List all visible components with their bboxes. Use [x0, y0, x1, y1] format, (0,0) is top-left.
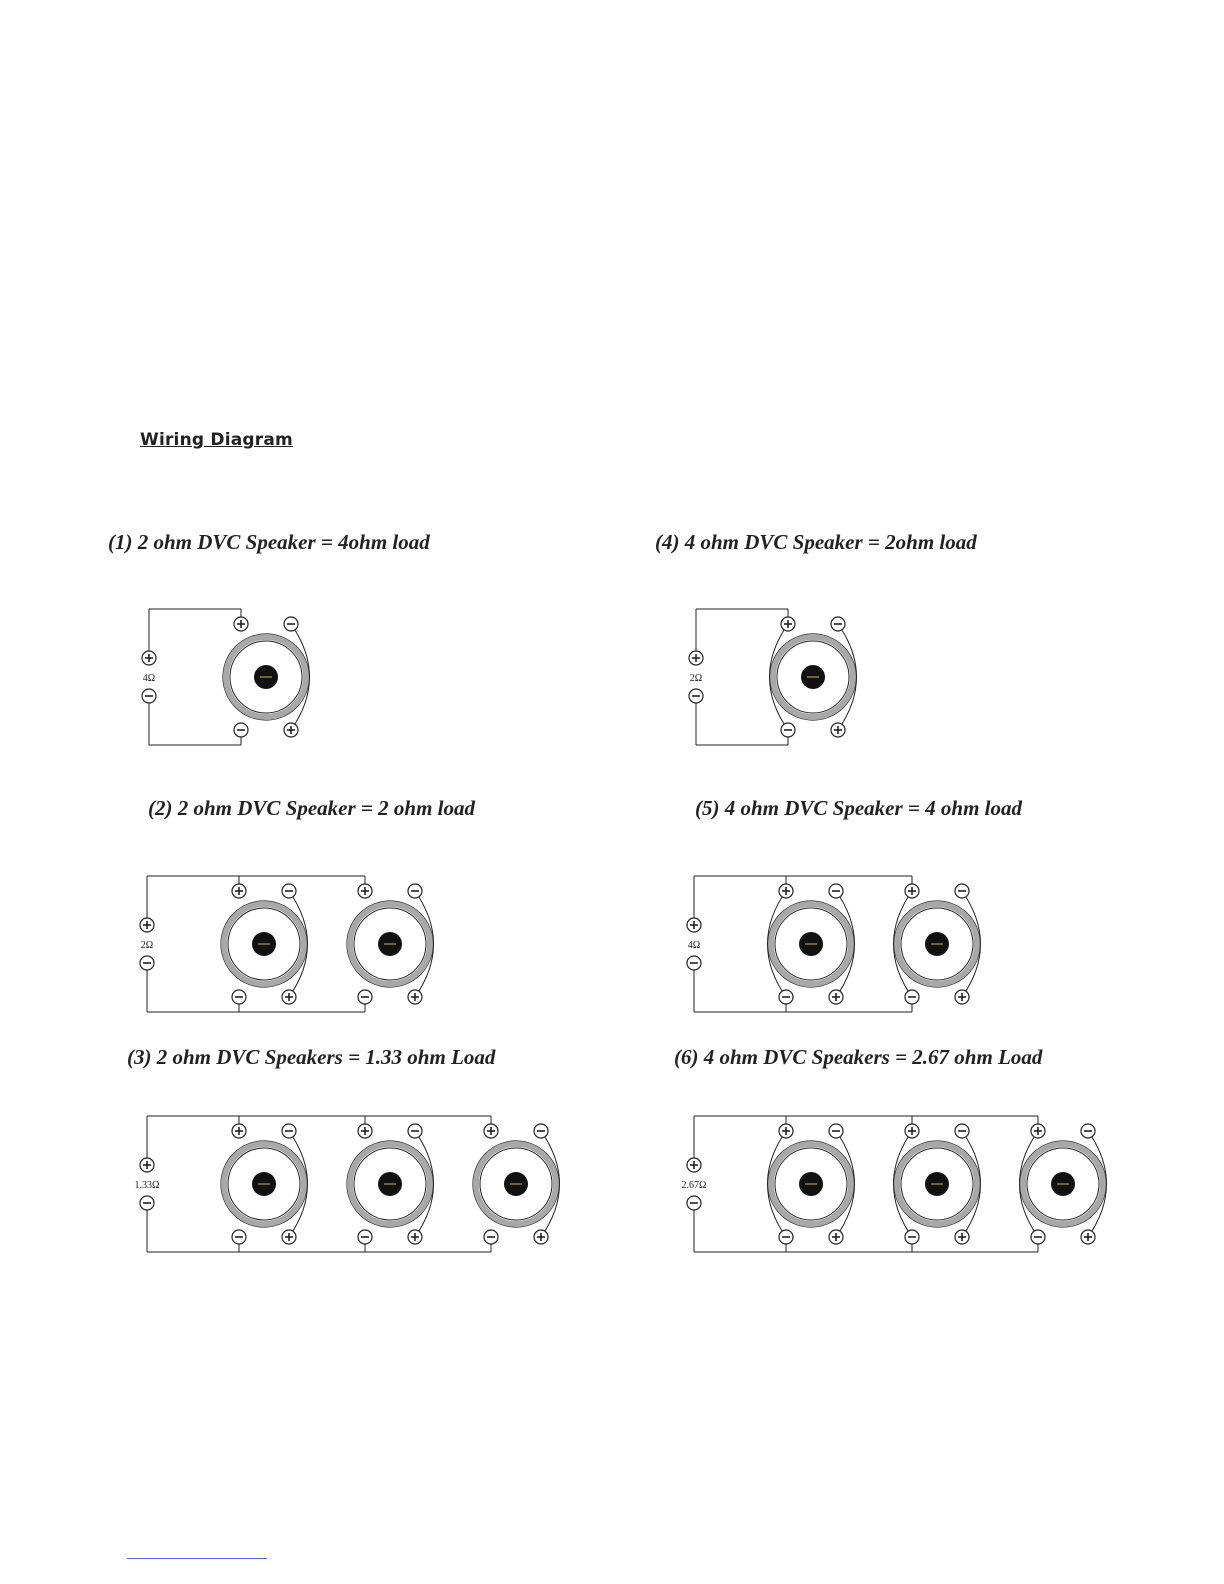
diagram-4-title: (4) 4 ohm DVC Speaker = 2ohm load	[655, 530, 977, 554]
load-label: 4Ω	[687, 940, 701, 951]
load-label: 2.67Ω	[681, 1180, 707, 1191]
speaker-3-bottom-plus-terminal	[1081, 1230, 1095, 1244]
speaker-2-top-minus-terminal	[955, 1124, 969, 1138]
diagram-3-title: (3) 2 ohm DVC Speakers = 1.33 ohm Load	[127, 1045, 496, 1069]
speaker-2	[894, 1124, 981, 1244]
speaker-1-bottom-plus-terminal	[829, 1230, 843, 1244]
speaker-2-bottom-plus-terminal	[955, 1230, 969, 1244]
speaker-1-top-minus-terminal	[829, 1124, 843, 1138]
speaker-3-bottom-minus-terminal	[1031, 1230, 1045, 1244]
diagram-2-title: (2) 2 ohm DVC Speaker = 2 ohm load	[148, 796, 475, 820]
speaker-3-top-minus-terminal	[1081, 1124, 1095, 1138]
wiring-diagram-heading: Wiring Diagram	[140, 430, 293, 450]
amp-minus-terminal	[687, 1196, 701, 1210]
speaker-1	[768, 1124, 855, 1244]
speaker-3	[1020, 1124, 1107, 1244]
load-label: 2Ω	[689, 673, 703, 684]
footer-rule	[127, 1558, 267, 1559]
diagram-d6-group	[682, 1116, 1107, 1252]
speaker-1-bottom-minus-terminal	[779, 1230, 793, 1244]
speaker-2-bottom-minus-terminal	[905, 1230, 919, 1244]
speaker-3-top-plus-terminal	[1031, 1124, 1045, 1138]
amp-plus-terminal	[687, 1158, 701, 1172]
load-label: 1.33Ω	[134, 1180, 160, 1191]
load-label: 2Ω	[140, 940, 154, 951]
load-label: 4Ω	[142, 673, 156, 684]
speaker-1-top-plus-terminal	[779, 1124, 793, 1138]
diagram-6-title: (6) 4 ohm DVC Speakers = 2.67 ohm Load	[674, 1045, 1043, 1069]
speaker-2-top-plus-terminal	[905, 1124, 919, 1138]
diagram-1-title: (1) 2 ohm DVC Speaker = 4ohm load	[108, 530, 430, 554]
diagram-5-title: (5) 4 ohm DVC Speaker = 4 ohm load	[695, 796, 1022, 820]
